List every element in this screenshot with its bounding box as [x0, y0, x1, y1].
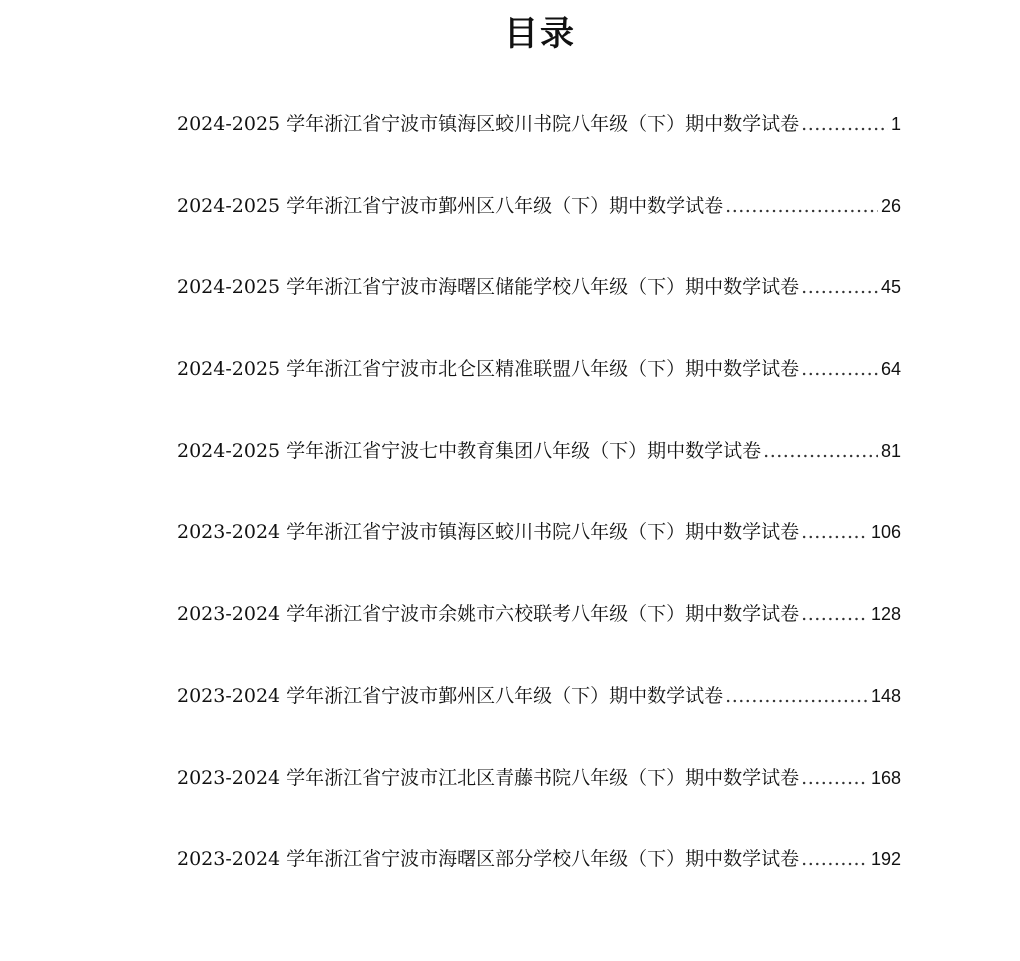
toc-entry-page-number: 64 — [880, 359, 901, 380]
toc-entry-page-number: 148 — [870, 685, 901, 706]
dot-leader — [801, 841, 868, 877]
dot-leader — [801, 269, 878, 305]
dot-leader — [801, 514, 868, 550]
toc-entry-page-number: 128 — [870, 604, 901, 625]
dot-leader — [801, 760, 868, 796]
toc-entry[interactable] — [177, 596, 901, 678]
toc-entry[interactable] — [177, 760, 901, 842]
toc-entry-title: 2024-2025 学年浙江省宁波市鄞州区八年级（下）期中数学试卷 — [177, 194, 724, 217]
toc-heading: 目录 — [504, 14, 576, 54]
toc-entry-title: 2023-2024 学年浙江省宁波市海曙区部分学校八年级（下）期中数学试卷 — [177, 848, 800, 871]
toc-entry[interactable] — [177, 841, 901, 923]
dot-leader — [725, 188, 878, 224]
dot-leader — [801, 106, 888, 142]
toc-entry[interactable] — [177, 433, 901, 515]
toc-entry-page-number: 106 — [870, 522, 901, 543]
toc-entry-page-number: 168 — [870, 767, 901, 788]
toc-entry[interactable] — [177, 678, 901, 760]
toc-entry-title: 2023-2024 学年浙江省宁波市余姚市六校联考八年级（下）期中数学试卷 — [177, 603, 800, 626]
toc-entry[interactable] — [177, 269, 901, 351]
toc-entry-page-number: 1 — [890, 114, 901, 134]
toc-entry-page-number: 26 — [880, 195, 901, 216]
dot-leader — [725, 678, 868, 714]
toc-entry-page-number: 81 — [880, 440, 901, 461]
toc-entry-title: 2024-2025 学年浙江省宁波市海曙区储能学校八年级（下）期中数学试卷 — [177, 276, 800, 299]
dot-leader — [801, 596, 868, 632]
toc-list — [177, 106, 901, 923]
toc-entry-title: 2023-2024 学年浙江省宁波市镇海区蛟川书院八年级（下）期中数学试卷 — [177, 521, 800, 544]
toc-entry-title: 2024-2025 学年浙江省宁波七中教育集团八年级（下）期中数学试卷 — [177, 439, 762, 462]
dot-leader — [801, 351, 878, 387]
toc-entry-title: 2024-2025 学年浙江省宁波市北仑区精准联盟八年级（下）期中数学试卷 — [177, 358, 800, 381]
toc-entry[interactable] — [177, 188, 901, 270]
toc-entry-page-number: 45 — [880, 277, 901, 298]
toc-entry[interactable] — [177, 106, 901, 188]
toc-entry[interactable] — [177, 514, 901, 596]
dot-leader — [763, 433, 878, 469]
toc-entry-page-number: 192 — [870, 849, 901, 870]
toc-entry-title: 2023-2024 学年浙江省宁波市江北区青藤书院八年级（下）期中数学试卷 — [177, 766, 800, 789]
toc-entry-title: 2023-2024 学年浙江省宁波市鄞州区八年级（下）期中数学试卷 — [177, 684, 724, 707]
toc-entry-title: 2024-2025 学年浙江省宁波市镇海区蛟川书院八年级（下）期中数学试卷 — [177, 113, 800, 135]
toc-entry[interactable] — [177, 351, 901, 433]
